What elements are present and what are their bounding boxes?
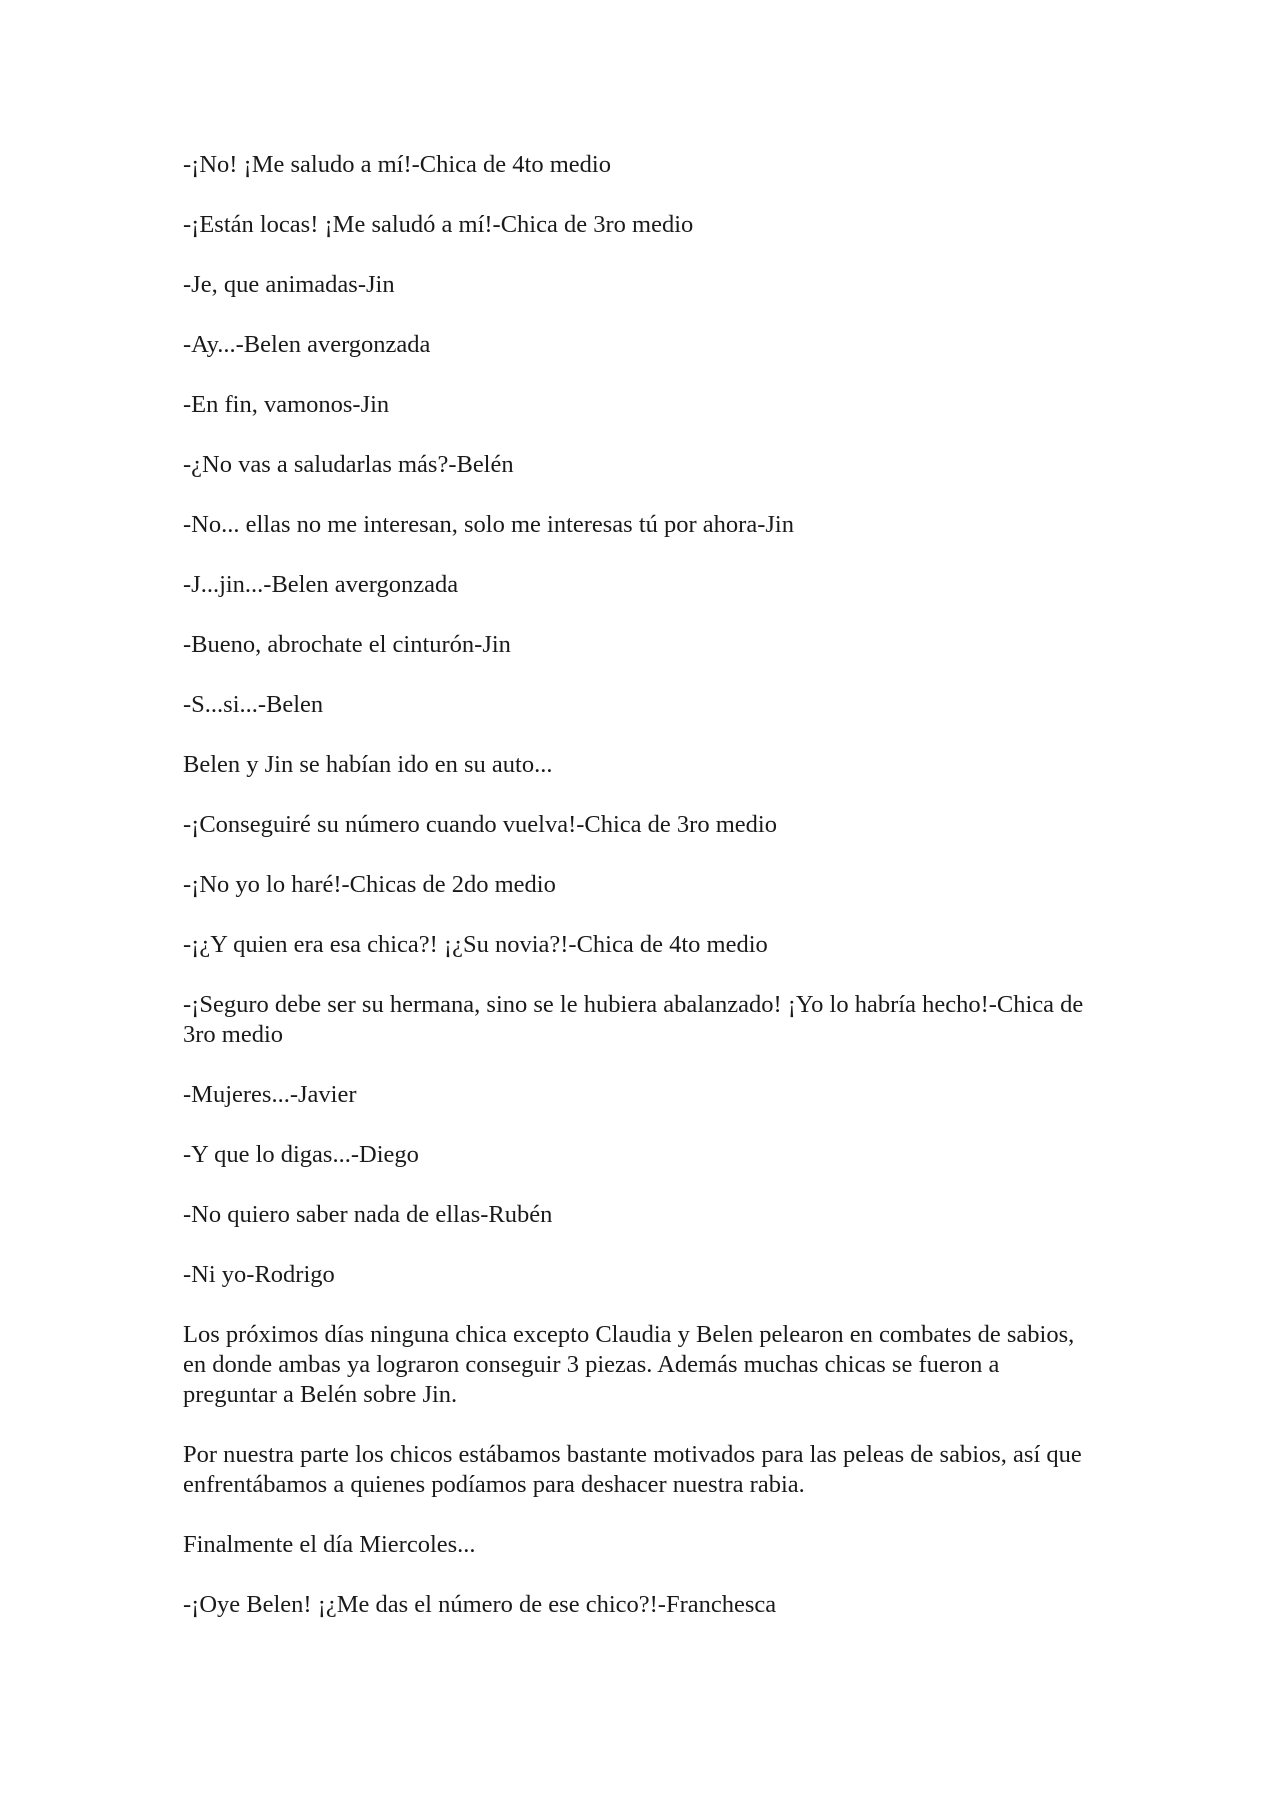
narration-paragraph: Belen y Jin se habían ido en su auto... <box>183 751 553 778</box>
dialogue-line: -¡Seguro debe ser su hermana, sino se le hubiera abalanzado! ¡Yo lo habría hecho!-Chica de 3ro medio <box>183 991 1084 1048</box>
dialogue-line: -No... ellas no me interesan, solo me interesas tú por ahora-Jin <box>183 511 794 538</box>
dialogue-line: -Mujeres...-Javier <box>183 1081 357 1108</box>
dialogue-line: -¡Conseguiré su número cuando vuelva!-Chica de 3ro medio <box>183 811 777 838</box>
dialogue-line: -S...si...-Belen <box>183 691 324 718</box>
dialogue-line: -J...jin...-Belen avergonzada <box>183 571 459 598</box>
dialogue-line: -Bueno, abrochate el cinturón-Jin <box>183 631 511 658</box>
narration-paragraph: Por nuestra parte los chicos estábamos bastante motivados para las peleas de sabios, así que enfrentábamos a quienes podíamos para deshacer nuestra rabia. <box>183 1441 1082 1498</box>
dialogue-line: -¡No! ¡Me saludo a mí!-Chica de 4to medio <box>183 151 611 178</box>
dialogue-line: -¡Están locas! ¡Me saludó a mí!-Chica de 3ro medio <box>183 211 694 238</box>
document-body <box>183 150 1093 1650</box>
dialogue-line: -Ni yo-Rodrigo <box>183 1261 335 1288</box>
dialogue-line: -¡Oye Belen! ¡¿Me das el número de ese chico?!-Franchesca <box>183 1591 777 1618</box>
dialogue-line: -Je, que animadas-Jin <box>183 271 395 298</box>
dialogue-line: -En fin, vamonos-Jin <box>183 391 390 418</box>
dialogue-line: -¡¿Y quien era esa chica?! ¡¿Su novia?!-Chica de 4to medio <box>183 931 768 958</box>
narration-paragraph: Finalmente el día Miercoles... <box>183 1531 476 1558</box>
dialogue-line: -¡No yo lo haré!-Chicas de 2do medio <box>183 871 556 898</box>
dialogue-line: -No quiero saber nada de ellas-Rubén <box>183 1201 553 1228</box>
dialogue-line: -Y que lo digas...-Diego <box>183 1141 419 1168</box>
dialogue-line: -Ay...-Belen avergonzada <box>183 331 431 358</box>
narration-paragraph: Los próximos días ninguna chica excepto Claudia y Belen pelearon en combates de sabios, en donde ambas ya lograron conseguir 3 piezas. Además muchas chicas se fueron a preguntar a Belén sobre Jin. <box>183 1321 1075 1408</box>
dialogue-line: -¿No vas a saludarlas más?-Belén <box>183 451 514 478</box>
